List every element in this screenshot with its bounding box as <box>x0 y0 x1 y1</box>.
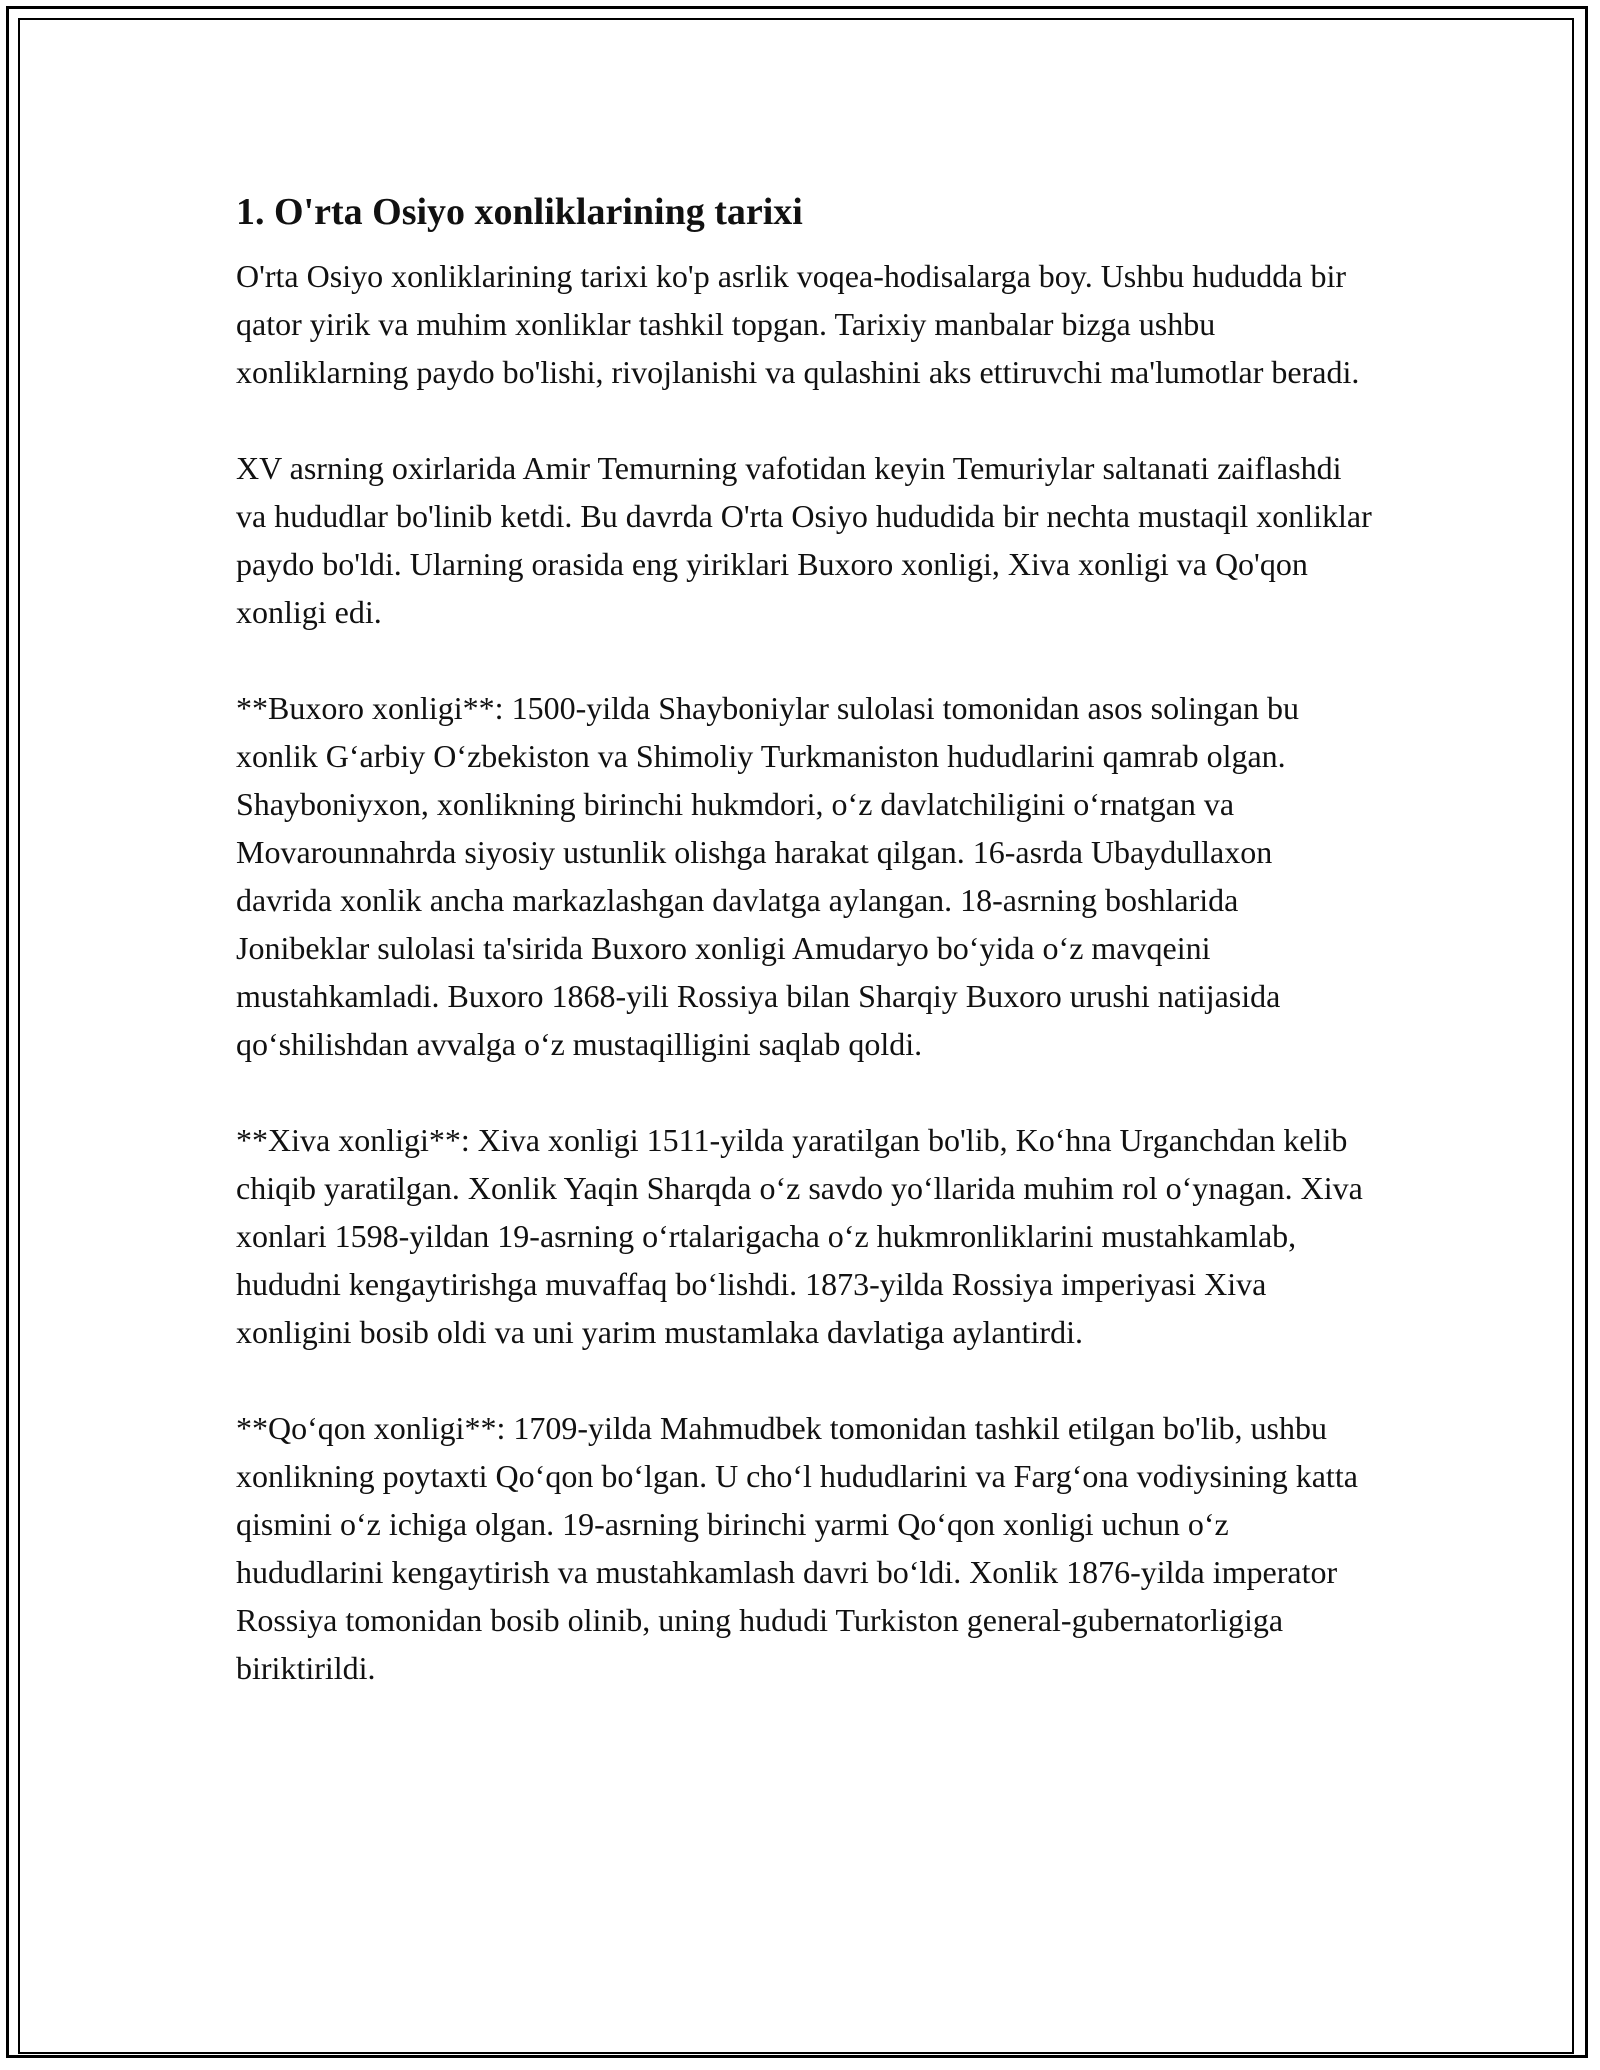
paragraph-bukhara-khanate: **Buxoro xonligi**: 1500-yilda Shayboniylar sulolasi tomonidan asos solingan bu xonlik G‘arbiy O‘zbekiston va Shimoliy Turkmaniston hududlarini qamrab olgan. Shayboniyxon, xonlikning birinchi hukmdori, o‘z davlatchiligini o‘rnatgan va Movarounnahrda siyosiy ustunlik olishga harakat qilgan. 16-asrda Ubaydullaxon davrida xonlik ancha markazlashgan davlatga aylangan. 18-asrning boshlarida Jonibeklar sulolasi ta'sirida Buxoro xonligi Amudaryo bo‘yida o‘z mavqeini mustahkamladi. Buxoro 1868-yili Rossiya bilan Sharqiy Buxoro urushi natijasida qo‘shilishdan avvalga o‘z mustaqilligini saqlab qoldi. <box>236 690 1300 1062</box>
paragraph-intro: O'rta Osiyo xonliklarining tarixi ko'p asrlik voqea-hodisalarga boy. Ushbu hududda bir qator yirik va muhim xonliklar tashkil topgan. Tarixiy manbalar bizga ushbu xonliklarning paydo bo'lishi, rivojlanishi va qulashini aks ettiruvchi ma'lumotlar beradi. <box>236 258 1360 390</box>
paragraph-background: XV asrning oxirlarida Amir Temurning vafotidan keyin Temuriylar saltanati zaiflashdi va hududlar bo'linib ketdi. Bu davrda O'rta Osiyo hududida bir nechta mustaqil xonliklar paydo bo'ldi. Ularning orasida eng yiriklari Buxoro xonligi, Xiva xonligi va Qo'qon xonligi edi. <box>236 450 1372 630</box>
paragraph-khiva-khanate: **Xiva xonligi**: Xiva xonligi 1511-yilda yaratilgan bo'lib, Ko‘hna Urganchdan kelib chiqib yaratilgan. Xonlik Yaqin Sharqda o‘z savdo yo‘llarida muhim rol o‘ynagan. Xiva xonlari 1598-yildan 19-asrning o‘rtalarigacha o‘z hukmronliklarini mustahkamlab, hududni kengaytirishga muvaffaq bo‘lishdi. 1873-yilda Rossiya imperiyasi Xiva xonligini bosib oldi va uni yarim mustamlaka davlatiga aylantirdi. <box>236 1122 1363 1350</box>
paragraph-kokand-khanate: **Qo‘qon xonligi**: 1709-yilda Mahmudbek tomonidan tashkil etilgan bo'lib, ushbu xonlikning poytaxti Qo‘qon bo‘lgan. U cho‘l hududlarini va Farg‘ona vodiysining katta qismini o‘z ichiga olgan. 19-asrning birinchi yarmi Qo‘qon xonligi uchun o‘z hududlarini kengaytirish va mustahkamlash davri bo‘ldi. Xonlik 1876-yilda imperator Rossiya tomonidan bosib olinib, uning hududi Turkiston general-gubernatorligiga biriktirildi. <box>236 1410 1358 1686</box>
document-body <box>236 186 1376 1740</box>
section-heading: 1. O'rta Osiyo xonliklarining tarixi <box>236 191 803 233</box>
